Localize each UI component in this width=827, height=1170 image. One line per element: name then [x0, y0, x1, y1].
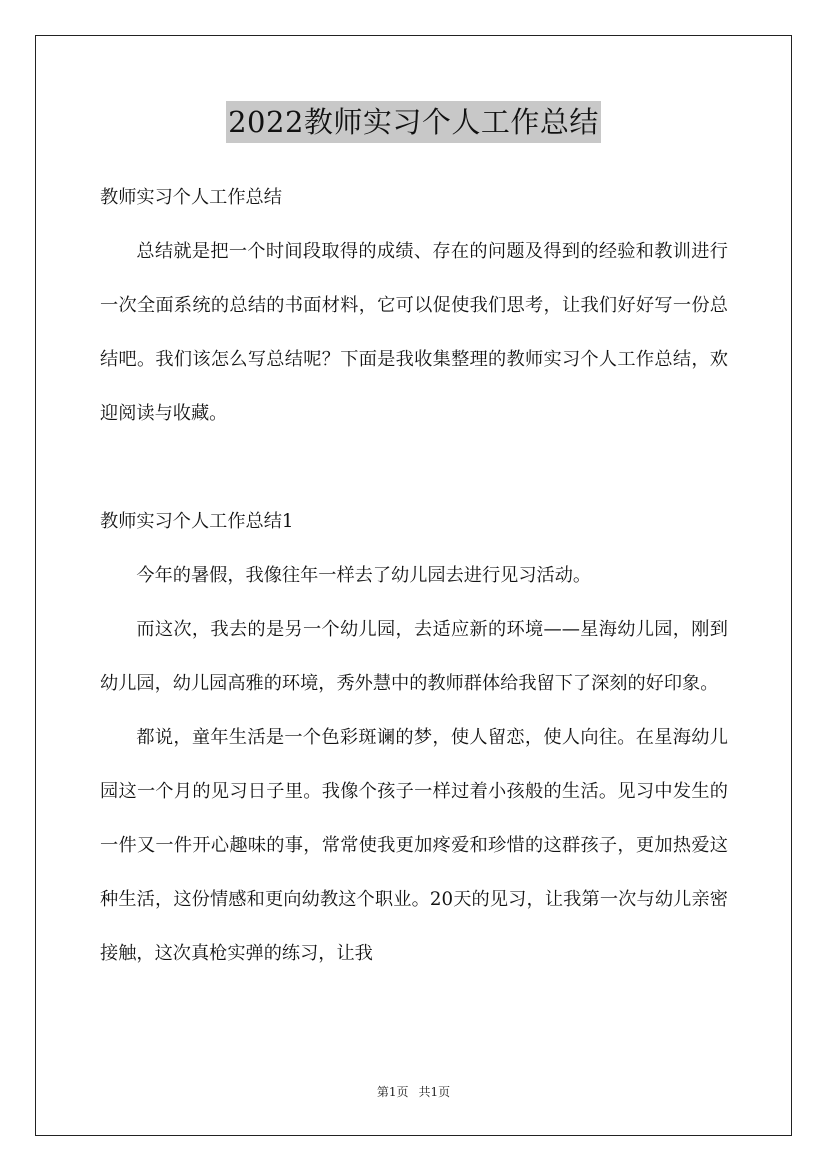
section-subtitle: 教师实习个人工作总结 — [100, 187, 282, 208]
page-footer — [0, 1082, 827, 1102]
title-container — [0, 101, 827, 143]
body-paragraph: 今年的暑假，我像往年一样去了幼儿园去进行见习活动。 — [136, 565, 592, 586]
section-heading-1: 教师实习个人工作总结1 — [100, 511, 294, 532]
body-paragraph: 而这次，我去的是另一个幼儿园，去适应新的环境——星海幼儿园，刚到幼儿园，幼儿园高雅的环境，秀外慧中的教师群体给我留下了深刻的好印象。 — [100, 619, 728, 694]
document-title: 2022教师实习个人工作总结 — [226, 101, 601, 143]
page-total: 共1页 — [418, 1085, 451, 1099]
document-body — [100, 171, 728, 981]
paragraph-gap — [100, 441, 728, 495]
intro-paragraph: 总结就是把一个时间段取得的成绩、存在的问题及得到的经验和教训进行一次全面系统的总结的书面材料，它可以促使我们思考，让我们好好写一份总结吧。我们该怎么写总结呢？下面是我收集整理的教师实习个人工作总结，欢迎阅读与收藏。 — [100, 241, 728, 424]
body-paragraph: 都说，童年生活是一个色彩斑谰的梦，使人留恋，使人向往。在星海幼儿园这一个月的见习日子里。我像个孩子一样过着小孩般的生活。见习中发生的一件又一件开心趣味的事，常常使我更加疼爱和珍惜的这群孩子，更加热爱这种生活，这份情感和更向幼教这个职业。20天的见习，让我第一次与幼儿亲密接触，这次真枪实弹的练习，让我 — [100, 727, 728, 964]
page-number: 第1页 — [376, 1085, 409, 1099]
